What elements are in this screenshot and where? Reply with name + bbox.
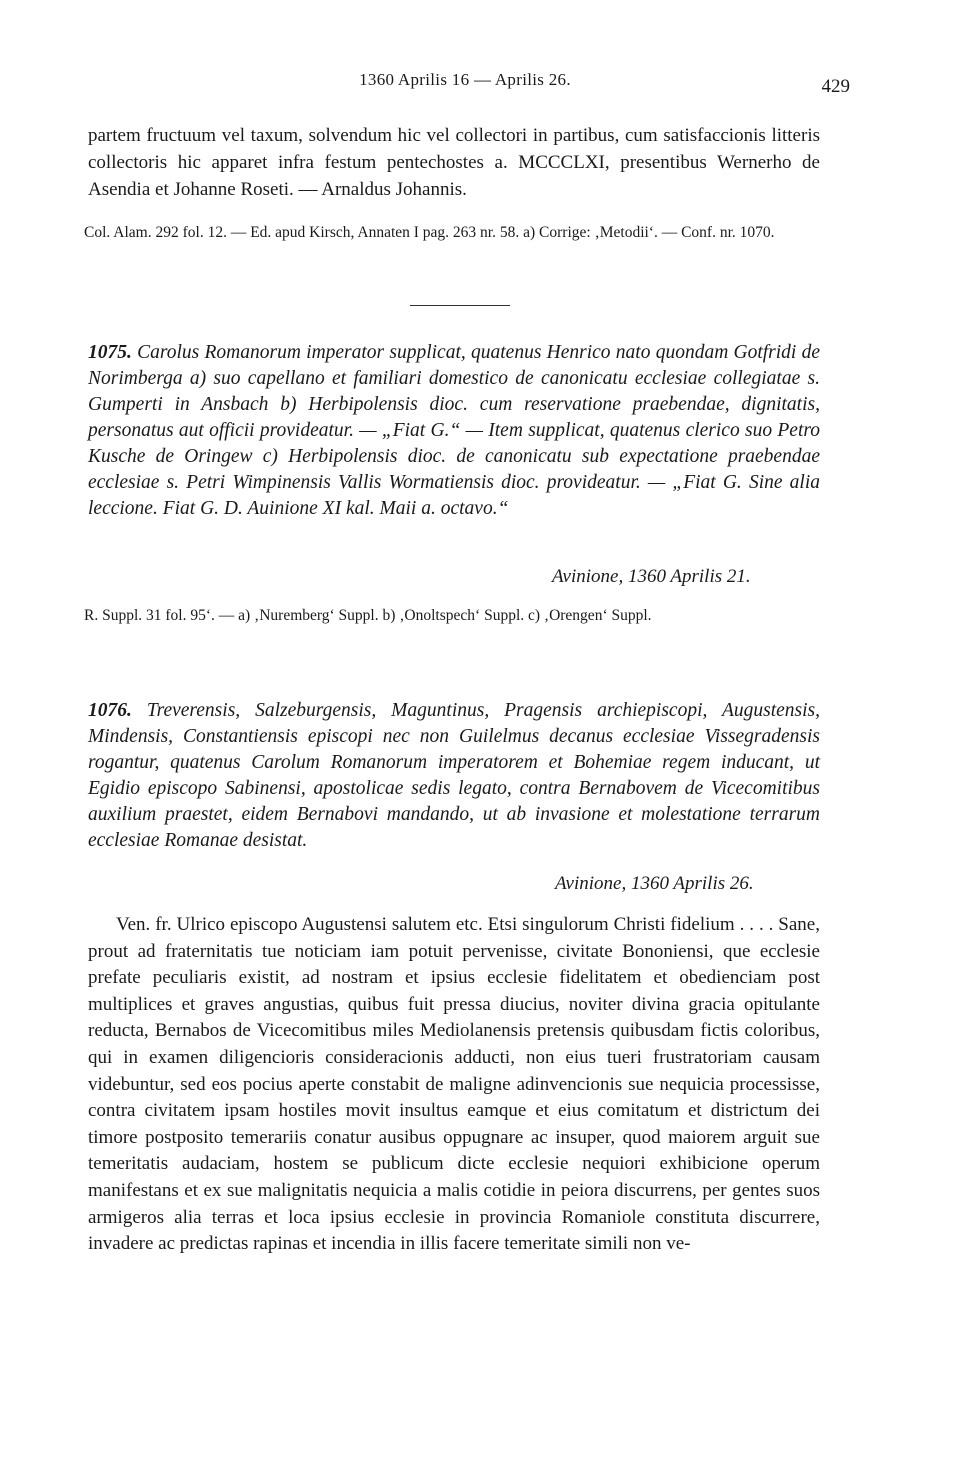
entry-1075-footnote: R. Suppl. 31 fol. 95‘. — a) ‚Nuremberg‘ Suppl. b) ‚Onoltspech‘ Suppl. c) ‚Orengen‘ Suppl. xyxy=(84,607,652,624)
intro-footnote: Col. Alam. 292 fol. 12. — Ed. apud Kirsch, Annaten I pag. 263 nr. 58. a) Corrige: ‚Metodii‘. — Conf. nr. 1070. xyxy=(84,224,775,241)
intro-note-block xyxy=(84,222,824,244)
entry-1076-number: 1076. xyxy=(88,700,132,721)
entry-1076-body-block xyxy=(88,912,820,1258)
entry-1075-date: Avinione, 1360 Aprilis 21. xyxy=(552,566,751,587)
entry-1076 xyxy=(88,698,820,854)
entry-1075-note-block xyxy=(84,605,824,627)
page-header xyxy=(80,70,850,96)
section-divider xyxy=(410,305,510,306)
entry-1076-summary-text: Treverensis, Salzeburgensis, Maguntinus, Pragensis archiepiscopi, Augustensis, Mindensis, Constantiensis episcopi nec non Guilelmus decanus ecclesiae Vissegradensis rogantur, quatenus Carolum Romanorum imperatorem et Bohemiae regem inducant, ut Egidio episcopo Sabinensi, apostolicae sedis legato, contra Bernabovem de Vicecomitibus auxilium praestet, eidem Bernabovi mandando, ut ab invasione et molestatione terrarum ecclesiae Romanae desistat. xyxy=(88,700,820,851)
entry-1075-number: 1075. xyxy=(88,342,132,363)
page-number: 429 xyxy=(821,76,850,97)
running-title: 1360 Aprilis 16 — Aprilis 26. xyxy=(359,70,571,89)
entry-1075-summary-text: Carolus Romanorum imperator supplicat, quatenus Henrico nato quondam Gotfridi de Norimberga a) suo capellano et familiari domestico de canonicatu ecclesiae collegiatae s. Gumperti in Ansbach b) Herbipolensis dioc. cum reservatione praebendae, dignitatis, personatus aut officii provideatur. — „Fiat G.“ — Item supplicat, quatenus clerico suo Petro Kusche de Oringew c) Herbipolensis dioc. de canonicatu sub expectatione praebendae ecclesiae s. Petri Wimpinensis Vallis Wormatiensis dioc. provideatur. — „Fiat G. Sine alia leccione. Fiat G. D. Auinione XI kal. Maii a. octavo.“ xyxy=(88,342,820,519)
entry-1076-body: Ven. fr. Ulrico episcopo Augustensi salutem etc. Etsi singulorum Christi fidelium . . . . Sane, prout ad fraternitatis tue noticiam iam potuit pervenisse, civitate Bononiensi, que ecclesie prefate peculiaris existit, ad nostram et ipsius ecclesie fidelitatem et obedienciam post multiplices et graves angustias, quibus fuit pressa diucius, noviter divina gracia opitulante reducta, Bernabos de Vicecomitibus miles Mediolanensis pretensis quibusdam fictis coloribus, qui in examen diligencioris consideracionis adducti, non eius tueri frustratoriam causam videbuntur, sed eos pocius aperte constabit de maligne adinvencionis sue nequicia processisse, contra civitatem ipsam hostiles movit insultus eamque et eius comitatum et districtum dei timore postposito temerariis conatur ausibus oppugnare ac insuper, quod maiorem arguit sue temeritatis audaciam, hostem se publicum dicte ecclesie nequiori exhibicione operum manifestans et ex sue malignitatis nequicia a malis cotidie in peiora discurrens, per gentes suos armigeros alia terras et loca ipsius ecclesie in provincia Romaniole constituta discurrere, invadere ac predictas rapinas et incendia in illis facere temeritate simili non ve- xyxy=(88,914,820,1255)
entry-1075 xyxy=(88,340,820,522)
entry-1076-summary xyxy=(88,698,820,854)
entry-1076-date: Avinione, 1360 Aprilis 26. xyxy=(555,873,754,894)
intro-block xyxy=(88,122,820,203)
entry-1075-summary xyxy=(88,340,820,522)
intro-paragraph: partem fructuum vel taxum, solvendum hic vel collectori in partibus, cum satisfaccionis litteris collectoris hic apparet infra festum pentechostes a. MCCCLXI, presentibus Wernerho de Asendia et Johanne Roseti. — Arnaldus Johannis. xyxy=(88,125,820,200)
